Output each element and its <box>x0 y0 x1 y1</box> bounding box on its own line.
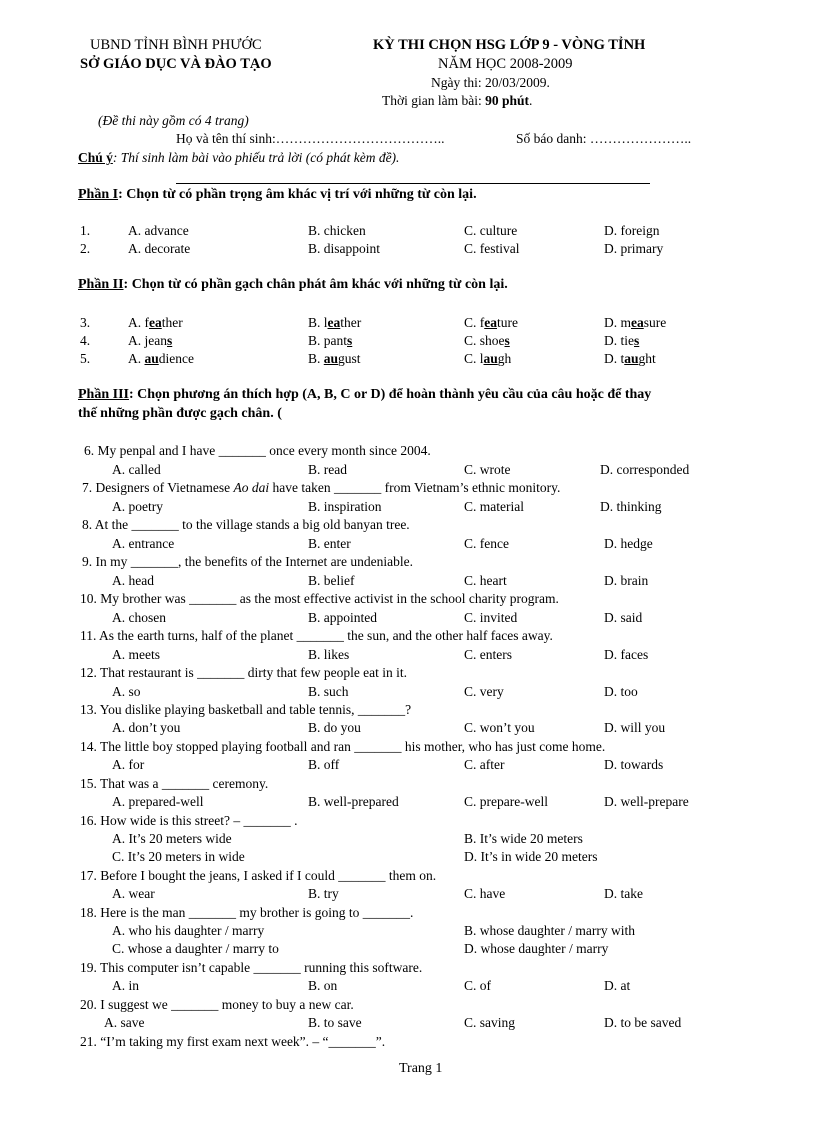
options-18-ab: A. who his daughter / marry B. whose daughter / marry with <box>112 923 635 938</box>
options-18-cd: C. whose a daughter / marry to D. whose daughter / marry <box>112 941 609 956</box>
options-15: A. prepared-well B. well-prepared C. prepare-well D. well-prepare <box>112 794 689 809</box>
question-21: 21. “I’m taking my first exam next week”. – “_______”. <box>80 1034 386 1049</box>
header-divider <box>176 183 650 184</box>
candidate-id-field: Số báo danh: ………………….. <box>516 131 692 146</box>
question-12: 12. That restaurant is _______ dirty that few people eat in it. <box>80 665 408 680</box>
options-13: A. don’t you B. do you C. won’t you D. will you <box>112 720 666 735</box>
candidate-note: Chú ý: Thí sinh làm bài vào phiếu trả lời (có phát kèm đề). <box>78 150 400 165</box>
question-row-1: 1. A. advance B. chicken C. culture D. foreign <box>80 223 660 238</box>
question-10: 10. My brother was _______ as the most effective activist in the school charity program. <box>80 591 559 606</box>
school-year: NĂM HỌC 2008-2009 <box>438 56 573 72</box>
exam-duration: Thời gian làm bài: 90 phút. <box>382 93 533 108</box>
question-19: 19. This computer isn’t capable _______ running this software. <box>80 960 423 975</box>
question-18: 18. Here is the man _______ my brother is going to _______. <box>80 905 414 920</box>
question-16: 16. How wide is this street? – _______ . <box>80 813 298 828</box>
part1-heading: Phần I: Chọn từ có phần trọng âm khác vị trí với những từ còn lại. <box>78 187 477 202</box>
exam-date: Ngày thi: 20/03/2009. <box>431 75 550 90</box>
question-row-4: 4. A. jeans B. pants C. shoes D. ties <box>80 333 640 348</box>
options-7: A. poetry B. inspiration C. material D. thinking <box>112 499 662 514</box>
part3-heading: Phần III: Chọn phương án thích hợp (A, B, C or D) để hoàn thành yêu cầu của câu hoặc để thay <box>78 387 652 402</box>
question-14: 14. The little boy stopped playing football and ran _______ his mother, who has just come home. <box>80 739 606 754</box>
options-19: A. in B. on C. of D. at <box>112 978 631 993</box>
options-10: A. chosen B. appointed C. invited D. said <box>112 610 643 625</box>
options-20: A. save B. to save C. saving D. to be saved <box>104 1015 682 1030</box>
question-9: 9. In my _______, the benefits of the Internet are undeniable. <box>82 554 414 569</box>
question-8: 8. At the _______ to the village stands a big old banyan tree. <box>82 517 410 532</box>
question-15: 15. That was a _______ ceremony. <box>80 776 269 791</box>
page-number: Trang 1 <box>399 1061 443 1076</box>
question-6: 6. My penpal and I have _______ once every month since 2004. <box>84 443 431 458</box>
question-7: 7. Designers of Vietnamese Ao dai have taken _______ from Vietnam’s ethnic monitory. <box>82 480 561 495</box>
part2-heading: Phần II: Chọn từ có phần gạch chân phát âm khác với những từ còn lại. <box>78 277 508 292</box>
options-17: A. wear B. try C. have D. take <box>112 886 643 901</box>
authority-name: UBND TỈNH BÌNH PHƯỚC <box>90 37 262 53</box>
options-11: A. meets B. likes C. enters D. faces <box>112 647 649 662</box>
options-6: A. called B. read C. wrote D. corresponded <box>112 462 690 477</box>
question-13: 13. You dislike playing basketball and table tennis, _______? <box>80 702 412 717</box>
options-8: A. entrance B. enter C. fence D. hedge <box>112 536 653 551</box>
options-9: A. head B. belief C. heart D. brain <box>112 573 649 588</box>
question-row-5: 5. A. audience B. august C. laugh D. taught <box>80 351 656 366</box>
question-17: 17. Before I bought the jeans, I asked if I could _______ them on. <box>80 868 437 883</box>
exam-title: KỲ THI CHỌN HSG LỚP 9 - VÒNG TỈNH <box>373 37 646 53</box>
question-20: 20. I suggest we _______ money to buy a new car. <box>80 997 354 1012</box>
options-16-ab: A. It’s 20 meters wide B. It’s wide 20 meters <box>112 831 583 846</box>
page-count-note: (Đề thi này gồm có 4 trang) <box>98 113 249 128</box>
options-12: A. so B. such C. very D. too <box>112 684 638 699</box>
question-row-3: 3. A. feather B. leather C. feature D. measure <box>80 315 667 330</box>
question-row-2: 2. A. decorate B. disappoint C. festival D. primary <box>80 241 664 256</box>
options-14: A. for B. off C. after D. towards <box>112 757 664 772</box>
options-16-cd: C. It’s 20 meters in wide D. It’s in wide 20 meters <box>112 849 598 864</box>
candidate-name-field: Họ và tên thí sinh:……………………………….. <box>176 131 445 146</box>
part3-heading-cont: thế những phần được gạch chân. ( <box>78 406 282 421</box>
department-name: SỞ GIÁO DỤC VÀ ĐÀO TẠO <box>80 56 272 72</box>
question-11: 11. As the earth turns, half of the planet _______ the sun, and the other half faces away. <box>80 628 553 643</box>
